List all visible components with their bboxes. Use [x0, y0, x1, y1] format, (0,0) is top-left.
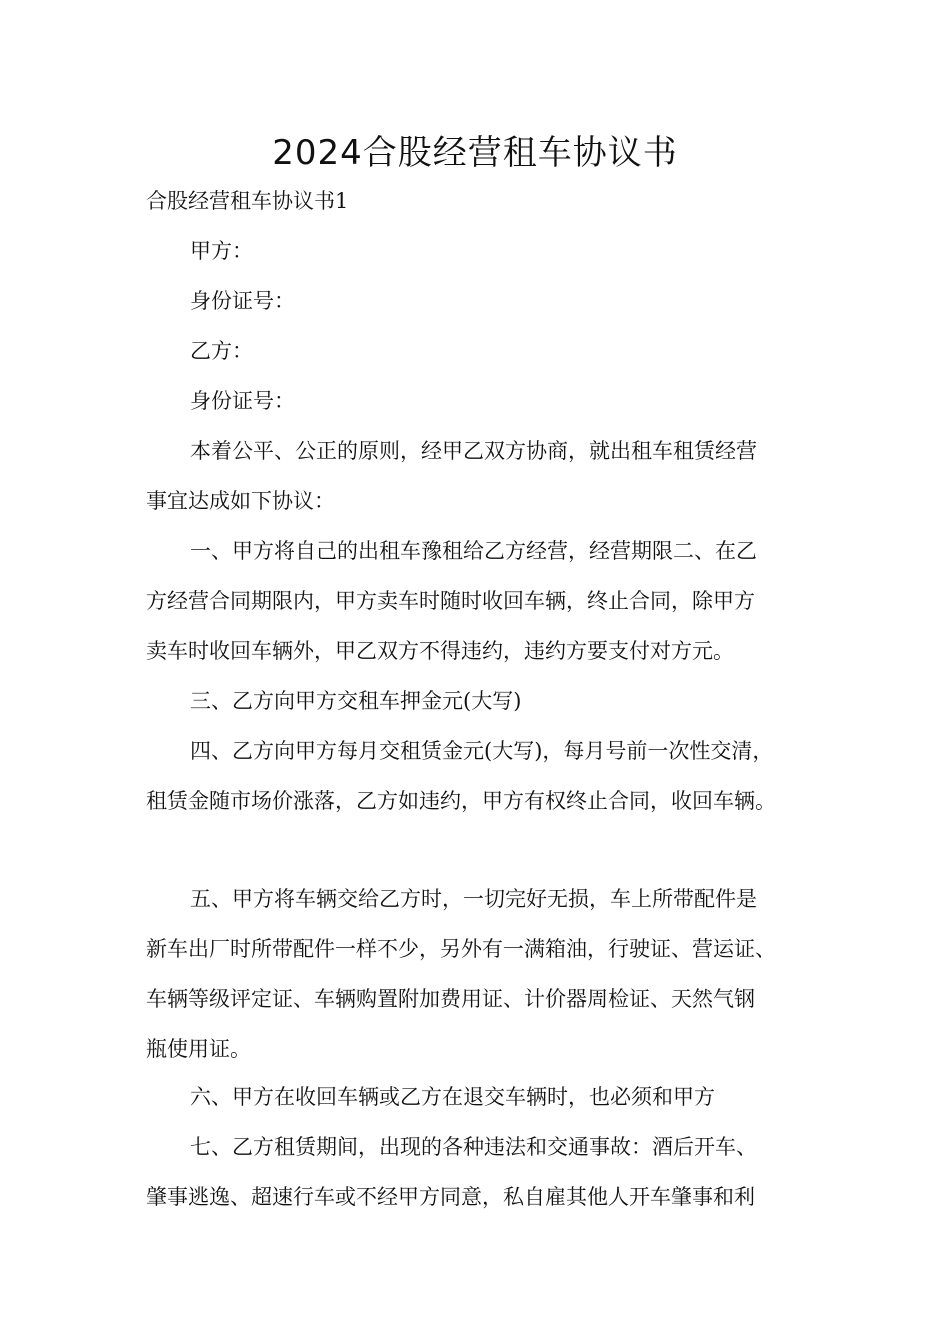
clause-1-line-2: 方经营合同期限内，甲方卖车时随时收回车辆，终止合同，除甲方: [146, 589, 755, 613]
clause-5-line-3: 车辆等级评定证、车辆购置附加费用证、计价器周检证、天然气钢: [146, 987, 755, 1011]
document-title: 2024合股经营租车协议书: [272, 133, 678, 173]
party-a-label: 甲方：: [190, 239, 253, 263]
clause-7-line-2: 肇事逃逸、超速行车或不经甲方同意，私自雇其他人开车肇事和利: [146, 1185, 755, 1209]
clause-5-line-4: 瓶使用证。: [146, 1037, 251, 1061]
party-b-id-label: 身份证号：: [190, 389, 295, 413]
clause-5-line-2: 新车出厂时所带配件一样不少，另外有一满箱油，行驶证、营运证、: [146, 937, 776, 961]
document-subtitle: 合股经营租车协议书1: [146, 189, 349, 213]
clause-4-line-1: 四、乙方向甲方每月交租赁金元(大写)，每月号前一次性交清，: [190, 739, 774, 763]
clause-1-line-3: 卖车时收回车辆外，甲乙双方不得违约，违约方要支付对方元。: [146, 639, 734, 663]
intro-line-2: 事宜达成如下协议：: [146, 489, 335, 513]
clause-4-line-2: 租赁金随市场价涨落，乙方如违约，甲方有权终止合同，收回车辆。: [146, 789, 776, 813]
party-b-label: 乙方：: [190, 339, 253, 363]
clause-5-line-1: 五、甲方将车辆交给乙方时，一切完好无损，车上所带配件是: [190, 887, 757, 911]
clause-3: 三、乙方向甲方交租车押金元(大写): [190, 689, 522, 713]
clause-1-line-1: 一、甲方将自己的出租车豫租给乙方经营，经营期限二、在乙: [190, 539, 757, 563]
clause-6: 六、甲方在收回车辆或乙方在退交车辆时，也必须和甲方: [190, 1085, 715, 1109]
clause-7-line-1: 七、乙方租赁期间，出现的各种违法和交通事故：酒后开车、: [190, 1135, 757, 1159]
party-a-id-label: 身份证号：: [190, 289, 295, 313]
intro-line-1: 本着公平、公正的原则，经甲乙双方协商，就出租车租赁经营: [190, 439, 757, 463]
